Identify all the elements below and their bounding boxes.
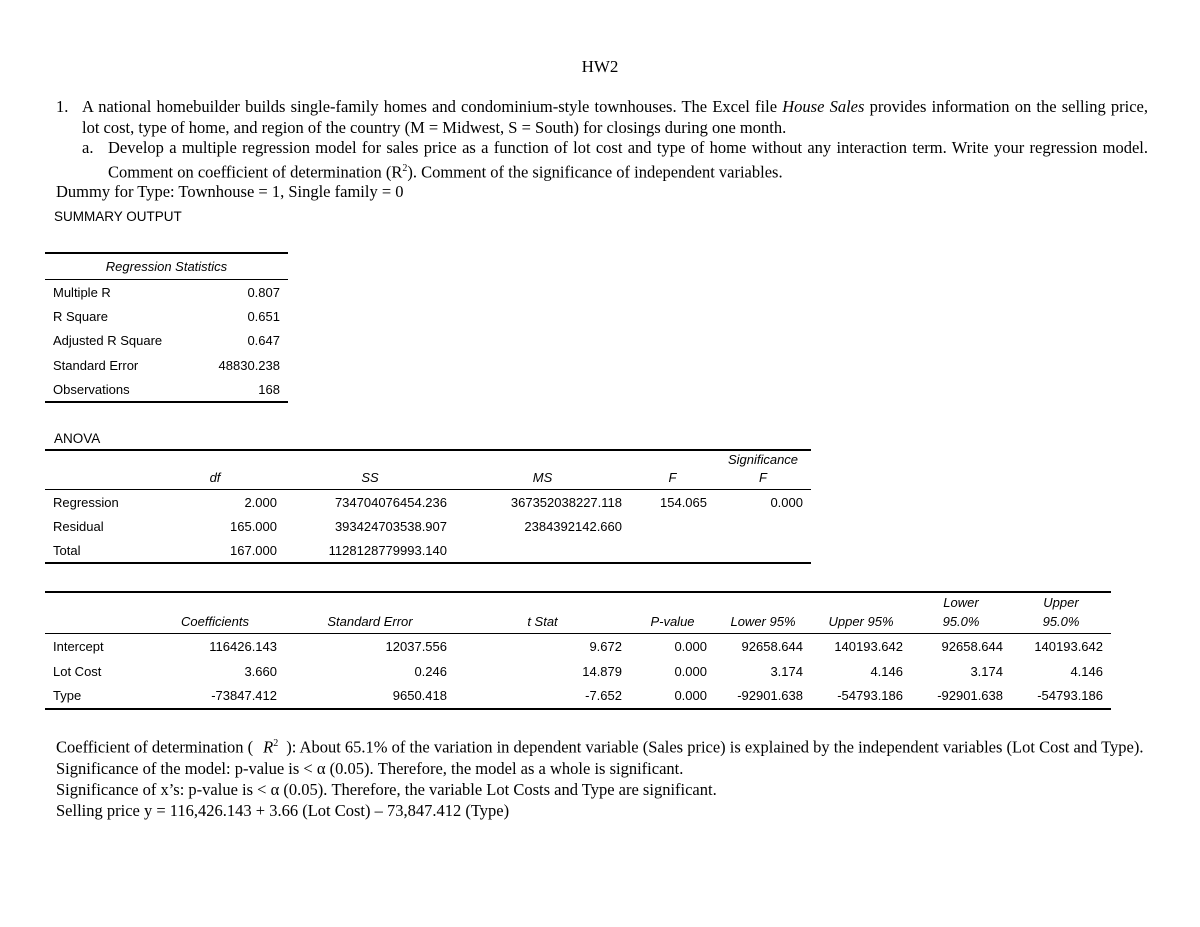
x-significance: Significance of x’s: p-value is < α (0.05). Therefore, the variable Lot Costs and Type are significant. — [56, 779, 717, 799]
page-title: HW2 — [581, 57, 619, 76]
coef-lower950: -92901.638 — [937, 688, 1003, 703]
anova-ss: 393424703538.907 — [334, 518, 447, 534]
coef-t: 14.879 — [582, 663, 622, 679]
stat-label: Observations — [53, 381, 130, 397]
coefficients-table — [45, 591, 1111, 710]
anova-ms — [455, 539, 630, 564]
table-row — [45, 280, 288, 305]
summary-output-label: SUMMARY OUTPUT — [54, 209, 182, 224]
coef-upper950: 4.146 — [1070, 663, 1103, 679]
r2-prefix: Coefficient of determination ( — [56, 737, 254, 757]
anova-ms: 367352038227.118 — [510, 494, 622, 510]
coef-row-label: Type — [53, 688, 82, 703]
part-a-text-end: ). Comment of the significance of independent variables. — [407, 162, 783, 181]
r2-suffix: ): About 65.1% of the variation in dependent variable (Sales price) is explained by the independent variables (Lot Cost and Type). — [286, 737, 1144, 757]
coef-value: 3.660 — [244, 663, 277, 679]
question-text-start: A national homebuilder builds single-family homes and condominium-style townhouses. The Excel file — [82, 97, 783, 116]
anova-header-ms: MS — [455, 450, 630, 490]
sig-line1: Significance — [727, 452, 799, 467]
table-row — [45, 329, 288, 354]
anova-sig — [715, 539, 811, 564]
r2-letter: R — [263, 737, 274, 757]
coef-upper95: 140193.642 — [834, 638, 903, 654]
dummy-variable-note: Dummy for Type: Townhouse = 1, Single family = 0 — [56, 182, 404, 201]
coef-t: 9.672 — [589, 638, 622, 654]
anova-df: 165.000 — [230, 518, 277, 534]
coef-header-coefficients: Coefficients — [145, 592, 285, 634]
anova-ss: 734704076454.236 — [334, 494, 447, 510]
stat-value: 48830.238 — [218, 357, 280, 373]
question-1 — [56, 97, 1148, 183]
stat-value: 0.651 — [247, 308, 280, 324]
anova-row-label: Regression — [53, 494, 119, 510]
question-number: 1. — [56, 97, 69, 116]
anova-header-blank — [45, 450, 145, 490]
anova-f: 154.065 — [660, 494, 707, 510]
coef-header-standard-error: Standard Error — [285, 592, 455, 634]
coef-lower95: 3.174 — [770, 663, 803, 679]
anova-f — [630, 539, 715, 564]
coef-upper95: 4.146 — [870, 663, 903, 679]
r2-interpretation — [56, 733, 1150, 758]
model-significance: Significance of the model: p-value is < α (0.05). Therefore, the model as a whole is significant. — [56, 758, 684, 778]
table-row — [45, 378, 288, 403]
table-row — [45, 634, 1111, 659]
coef-upper950: -54793.186 — [1037, 688, 1103, 703]
coef-row-label: Intercept — [53, 638, 104, 654]
coef-t: -7.652 — [585, 688, 622, 703]
stat-value: 0.647 — [247, 333, 280, 349]
table-row — [45, 353, 288, 378]
anova-sig: 0.000 — [770, 494, 803, 510]
coef-upper950: 140193.642 — [1034, 638, 1103, 654]
anova-label: ANOVA — [54, 431, 101, 446]
coef-se: 12037.556 — [385, 638, 447, 654]
coef-header-upper-95: Upper 95% — [811, 592, 911, 634]
anova-header-df: df — [145, 450, 285, 490]
anova-header-ss: SS — [285, 450, 455, 490]
coef-header-blank — [45, 592, 145, 634]
stat-label: Multiple R — [53, 284, 111, 300]
lower950-line1: Lower — [943, 595, 979, 610]
question-part-a — [82, 138, 1148, 183]
coef-lower95: 92658.644 — [741, 638, 803, 654]
coef-lower95: -92901.638 — [737, 688, 803, 703]
table-row — [45, 514, 811, 539]
coef-lower950: 3.174 — [970, 663, 1003, 679]
anova-header-significance — [715, 450, 811, 490]
coef-row-label: Lot Cost — [53, 663, 102, 679]
part-a-text-start: Develop a multiple regression model for sales price as a function of lot cost and type of home without any interaction term. Write your regression model. Comment on coefficient of determination (R — [108, 138, 1148, 181]
question-text — [82, 97, 1148, 138]
stat-value: 0.807 — [247, 284, 280, 300]
coef-value: -73847.412 — [211, 688, 277, 703]
anova-sig — [715, 514, 811, 539]
r2-superscript: 2 — [273, 738, 279, 749]
anova-row-label: Total — [53, 542, 81, 558]
regression-statistics-table — [45, 252, 288, 403]
table-row — [45, 490, 811, 515]
anova-f — [630, 514, 715, 539]
table-row — [45, 304, 288, 329]
anova-ss: 1128128779993.140 — [328, 542, 447, 558]
table-row — [45, 539, 811, 564]
lower950-line2: 95.0% — [942, 614, 980, 629]
anova-table — [45, 449, 811, 564]
coef-se: 0.246 — [414, 663, 447, 679]
upper950-line2: 95.0% — [1042, 614, 1080, 629]
coef-p: 0.000 — [674, 688, 707, 703]
coef-p: 0.000 — [674, 638, 707, 654]
sig-line2: F — [759, 470, 767, 485]
part-letter: a. — [82, 138, 94, 157]
coef-se: 9650.418 — [392, 688, 447, 703]
coef-header-upper-95-0 — [1011, 592, 1111, 634]
coef-header-lower-95: Lower 95% — [715, 592, 811, 634]
anova-df: 2.000 — [244, 494, 277, 510]
coef-header-lower-95-0 — [911, 592, 1011, 634]
r2-symbol — [263, 733, 278, 758]
part-a-text — [108, 138, 1148, 183]
upper950-line1: Upper — [1043, 595, 1079, 610]
file-name: House Sales — [782, 97, 865, 116]
coef-value: 116426.143 — [209, 638, 277, 654]
stat-label: Standard Error — [53, 357, 139, 373]
coef-p: 0.000 — [674, 663, 707, 679]
coef-header-p-value: P-value — [630, 592, 715, 634]
regression-statistics-header: Regression Statistics — [45, 253, 288, 280]
anova-df: 167.000 — [230, 542, 277, 558]
table-row — [45, 659, 1111, 684]
coef-upper95: -54793.186 — [837, 688, 903, 703]
anova-header-f: F — [630, 450, 715, 490]
question-text-end: provides information on the selling price, lot cost, type of home, and region of the country (M = Midwest, S = South) for closings during one month. — [82, 97, 1149, 137]
table-row — [45, 684, 1111, 709]
stat-label: R Square — [53, 308, 108, 324]
coef-header-t-stat: t Stat — [455, 592, 630, 634]
coef-lower950: 92658.644 — [941, 638, 1003, 654]
anova-row-label: Residual — [53, 518, 104, 534]
anova-ms: 2384392142.660 — [524, 518, 622, 534]
conclusions — [56, 733, 1150, 821]
stat-label: Adjusted R Square — [53, 333, 163, 349]
regression-equation: Selling price y = 116,426.143 + 3.66 (Lot Cost) – 73,847.412 (Type) — [56, 800, 510, 820]
stat-value: 168 — [258, 381, 280, 397]
part-a-superscript: 2 — [402, 162, 408, 174]
